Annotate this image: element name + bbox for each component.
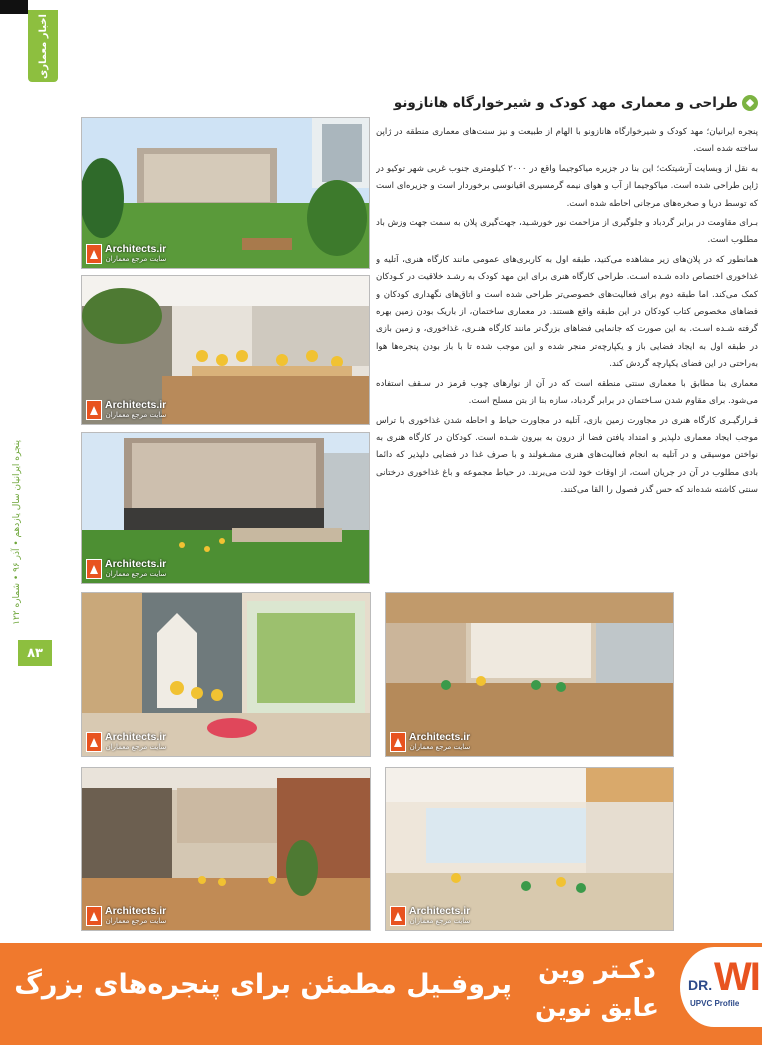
article-paragraph: معماری بنا مطابق با معماری سنتی منطقه است که در آن از نوارهای چوب قرمز در سـقف استفاده می‌شود. برای مقاوم شدن سـاختمان در برابر گردباد، سازه بنا از بتن مسلح است. xyxy=(376,378,758,407)
watermark-tagline: سایت مرجع معماران xyxy=(105,743,167,751)
photo-courtyard xyxy=(81,767,371,931)
logo-dr-text: DR. xyxy=(688,977,713,993)
watermark-site: Architects.ir xyxy=(105,558,167,570)
logo-wi-text: WI xyxy=(714,955,759,999)
architects-logo-icon xyxy=(86,400,102,420)
ad-brand xyxy=(522,951,672,1031)
watermark xyxy=(390,732,470,752)
watermark xyxy=(86,906,166,926)
watermark-tagline: سایت مرجع معماران xyxy=(105,411,167,419)
article-title-row xyxy=(330,92,758,114)
watermark-tagline: سایت مرجع معماران xyxy=(105,570,167,578)
top-black-bar xyxy=(0,0,28,14)
section-tab-label: اخبار معماری xyxy=(37,13,49,79)
article-paragraph: بـرای مقاومت در برابر گردباد و جلوگیری از مزاحمت نور خورشـید، جهت‌گیری پلان به سمت جهت وزش باد مطلوب است. xyxy=(376,218,758,246)
drwin-logo xyxy=(680,947,762,1027)
architects-logo-icon xyxy=(86,559,102,579)
watermark-tagline: سایت مرجع معماران xyxy=(105,255,167,263)
section-tab xyxy=(28,10,58,82)
photo-open-hall xyxy=(385,767,674,931)
advertisement-banner[interactable] xyxy=(0,943,762,1045)
architects-logo-icon xyxy=(390,732,406,752)
watermark-site: Architects.ir xyxy=(105,731,167,743)
watermark xyxy=(86,559,166,579)
article-paragraph: پنجره ایرانیان؛ مهد کودک و شیرخوارگاه هانازونو با الهام از طبیعت و نیز سنت‌های معماری منطقه در ژاپن ساخته شده است. xyxy=(376,127,758,155)
issue-info-vertical xyxy=(8,430,26,635)
watermark-tagline: سایت مرجع معماران xyxy=(409,743,471,751)
photo-facade-playground xyxy=(81,432,370,584)
watermark xyxy=(86,732,166,752)
article-body xyxy=(376,124,758,586)
ad-brand-line1: دکـتر وین xyxy=(538,955,656,984)
watermark-site: Architects.ir xyxy=(409,905,471,917)
article-paragraph: به نقل از وبسایت آرشیتکت؛ این بنا در جزیره میاکوجیما واقع در ۲۰۰۰ کیلومتری جنوب غربی شهر توکیو در ژاپن طراحی شده است. میاکوجیما از آب و هوای نیمه گرمسیری اقیانوسی برخوردار است و جزیره‌ای است که توسط دریا و صخره‌های مرجانی احاطه شده است. xyxy=(376,163,758,209)
architects-logo-icon xyxy=(86,244,102,264)
article-title: طراحی و معماری مهد کودک و شیرخوارگاه هانازونو xyxy=(393,95,738,111)
watermark-site: Architects.ir xyxy=(409,731,471,743)
article-paragraph: قـرارگیـری کارگاه هنری در مجاورت زمین بازی، آتلیه در مجاورت حیاط و احاطه شدن غذاخوری با تراس موجب ایجاد معماری دلپذیر و امتداد یافتن فضا از درون به بیرون شـده است. کودکان در کارگاه هنری به نواختن موسیقی و در آتلیه به انجام فعالیت‌های هنری مشـغولند و با صرف غذا در فضایی دلپذیر که دائما بادی مطلوب در آن در جریان است، از اوقات خود لذت می‌برند. در حیاط مجموعه و باغ غذاخوری درختانی سنتی کاشته شده‌اند که حس گذر فصول را القا می‌کنند. xyxy=(376,415,758,496)
architects-logo-icon xyxy=(390,906,406,926)
article-paragraph: همانطور که در پلان‌های زیر مشاهده می‌کنید، طبقه اول به کاربری‌های عمومی مانند کارگاه هنری، آتلیه و غذاخوری اختصاص داده شـده اسـت. طراحی کارگاه هنری برای این مهد کودک به رشـد خلاقیت در کـودکان کمک می‌کند. اما طبقه دوم برای فعالیت‌های خصوصی‌تر طراحی شده است و اتاق‌های نگهداری کودکان و فضاهای مخصوص کتاب کودکان در این طبقه واقع هستند. در معماری ساختمان، از باریک بودن زمین بهره گرفته شـده اسـت. به این صورت که جانمایی فضاهای بزرگ‌تر مانند کارگاه هنـری، غذاخوری، و زمین بازی در طبقه اول به ایجاد فضایی باز و یکپارچه‌تر منجر شده و این موجب شده تا با باز بودن پنجره‌ها هوا به‌راحتی در این فضای یکپارچه گردش کند. xyxy=(376,254,758,370)
watermark-tagline: سایت مرجع معماران xyxy=(409,917,471,925)
watermark xyxy=(390,906,470,926)
issue-info-text: پنجره ایرانیان سال یازدهم • آذر ۹۶ • شماره ۱۲۲ xyxy=(12,440,22,625)
architects-logo-icon xyxy=(86,906,102,926)
ad-brand-line2: عایق نوین xyxy=(534,993,660,1022)
photo-art-room xyxy=(81,592,371,757)
logo-sub-text: UPVC Profile xyxy=(690,999,740,1008)
watermark-tagline: سایت مرجع معماران xyxy=(105,917,167,925)
watermark-site: Architects.ir xyxy=(105,905,167,917)
photo-dining-terrace xyxy=(81,275,370,425)
architects-logo-icon xyxy=(86,732,102,752)
watermark-site: Architects.ir xyxy=(105,399,167,411)
watermark xyxy=(86,244,166,264)
watermark-site: Architects.ir xyxy=(105,243,167,255)
title-bullet-icon xyxy=(742,95,758,111)
photo-atelier-deck xyxy=(385,592,674,757)
ad-headline: پروفـیل مطمئن برای پنجره‌های بزرگ xyxy=(14,969,512,1000)
watermark xyxy=(86,400,166,420)
photo-exterior-lawn xyxy=(81,117,370,269)
page-number: ۸۳ xyxy=(18,640,52,666)
